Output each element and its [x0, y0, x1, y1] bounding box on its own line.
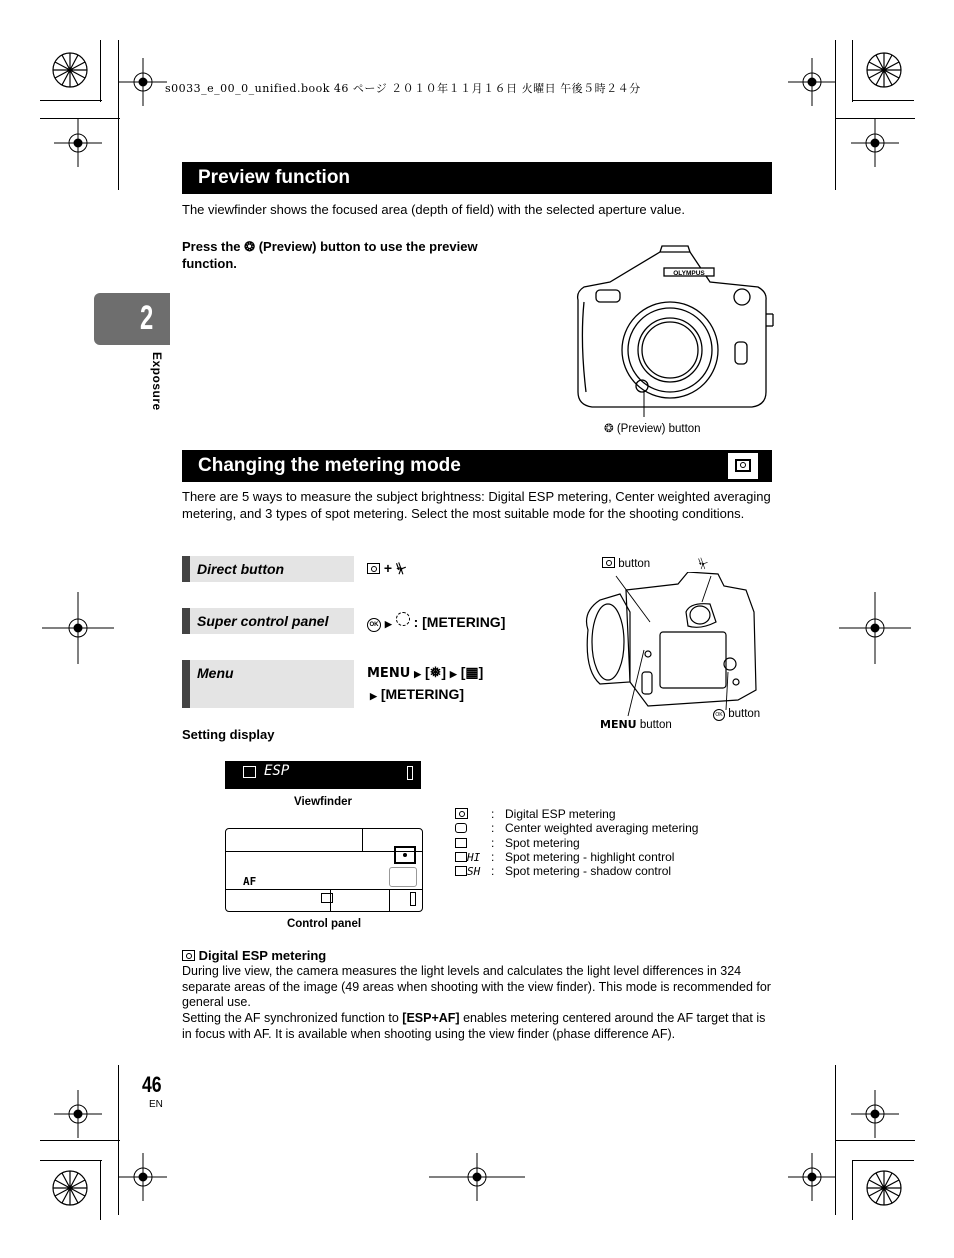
- spot-shadow-icon: [455, 866, 467, 876]
- metering-icon: [602, 557, 615, 568]
- esp-metering-icon: [182, 950, 195, 961]
- scp-value: [367, 612, 505, 632]
- esp-paragraph-1: During live view, the camera measures the light levels and calculates the light level differences in 324 separate areas of the image (49 areas when shooting with the view finder). This mode is recommended for general use.: [182, 964, 771, 1009]
- preview-step-prefix: Press the: [182, 239, 241, 254]
- legend-text: Digital ESP metering: [505, 807, 616, 821]
- frame-icon: [321, 893, 333, 903]
- viewfinder-caption: Viewfinder: [294, 796, 352, 808]
- center-weighted-icon: [455, 823, 467, 833]
- camera-back-illustration: [578, 572, 760, 722]
- esp-paragraph-2: [182, 1011, 774, 1042]
- esp-para2-pre: Setting the AF synchronized function to: [182, 1011, 399, 1025]
- preview-callout-text: (Preview) button: [616, 423, 701, 435]
- metering-section-header: [182, 450, 772, 482]
- direct-plus: +: [383, 560, 393, 576]
- chapter-number: 2: [140, 299, 154, 337]
- legend-spot-highlight: HI : Spot metering - highlight control: [455, 850, 674, 864]
- direct-button-value: [367, 560, 406, 577]
- preview-step-suffix: (Preview) button to use the preview function.: [182, 239, 478, 271]
- row-super-control-panel: [182, 608, 354, 634]
- row-label-scp: Super control panel: [197, 613, 329, 629]
- spot-highlight-icon: [455, 852, 467, 862]
- esp-af-setting: [ESP+AF]: [402, 1011, 460, 1025]
- spot-metering-icon: [394, 846, 416, 864]
- metering-button-callout-text: button: [618, 558, 651, 570]
- metering-button-callout: [602, 557, 650, 570]
- preview-button-callout: [604, 421, 701, 435]
- esp-heading: [182, 948, 326, 963]
- language-code: EN: [149, 1099, 163, 1110]
- arrow-pad-icon: [396, 612, 410, 626]
- arrow-right-icon: ▶: [449, 669, 457, 679]
- preview-callout-icon: ❂: [604, 423, 614, 435]
- chapter-tab: [94, 293, 170, 345]
- print-file-header: s0033_e_00_0_unified.book 46 ページ ２０１０年１１月１６日 火曜日 午後５時２４分: [165, 82, 641, 95]
- esp-para2-post: enables metering centered around the AF target that is in focus with AF. It is available when shooting using the view finder (phase difference AF).: [182, 1011, 766, 1041]
- custom-menu-icon: [❅]: [424, 664, 447, 680]
- spot-metering-icon: [243, 766, 256, 778]
- preview-title: Preview function: [198, 167, 351, 188]
- legend-text: Center weighted averaging metering: [505, 821, 699, 835]
- menu-word: MENU: [367, 666, 411, 681]
- control-panel-caption: Control panel: [286, 918, 362, 930]
- arrow-right-icon: ▶: [370, 691, 377, 701]
- metering-title: Changing the metering mode: [198, 455, 461, 476]
- metering-icon: [367, 563, 380, 574]
- menu-metering-text: [METERING]: [380, 686, 465, 702]
- row-label-menu: Menu: [197, 665, 234, 681]
- control-panel-af: AF: [243, 875, 257, 888]
- row-label-direct: Direct button: [197, 561, 285, 577]
- legend-text: Spot metering: [505, 836, 580, 850]
- camera-front-illustration: [570, 242, 775, 417]
- battery-icon: [407, 766, 413, 780]
- row-direct-button: [182, 556, 354, 582]
- legend-symbol-suffix: SH: [467, 865, 481, 878]
- control-panel-display: [225, 828, 423, 912]
- legend-digital-esp: : Digital ESP metering: [455, 807, 616, 821]
- preview-intro: The viewfinder shows the focused area (depth of field) with the selected aperture value.: [182, 202, 685, 217]
- legend-text: Spot metering - shadow control: [505, 864, 672, 878]
- arrow-right-icon: ▶: [414, 669, 422, 679]
- preview-button-icon: ❂: [244, 239, 256, 254]
- metering-mode-icon: [728, 453, 758, 479]
- ok-button-callout-text: button: [728, 708, 761, 720]
- legend-spot: : Spot metering: [455, 836, 580, 850]
- dial-callout-icon: ⏧: [698, 556, 709, 571]
- camera-brand-label: OLYMPUS: [673, 270, 705, 277]
- ok-icon: OK: [713, 709, 725, 721]
- viewfinder-mode-text: ESP: [264, 763, 290, 779]
- preview-step: [182, 239, 522, 272]
- menu-button-word: MENU: [600, 718, 637, 731]
- arrow-right-icon: ▶: [384, 619, 392, 629]
- menu-path-line2: [370, 686, 464, 702]
- legend-symbol-suffix: HI: [467, 851, 481, 864]
- metering-intro: There are 5 ways to measure the subject brightness: Digital ESP metering, Center weighted averaging metering, and 3 types of spot metering. Select the most suitable mode for the shooting conditions.: [182, 489, 771, 521]
- menu-tab-icon: [▦]: [460, 664, 484, 680]
- ok-button-callout: [713, 708, 760, 721]
- menu-path-line1: [367, 664, 483, 681]
- row-menu: [182, 660, 354, 708]
- viewfinder-display: [225, 761, 421, 789]
- page-number: 46: [142, 1072, 162, 1097]
- menu-button-callout: [600, 718, 672, 731]
- preview-section-header: [182, 162, 772, 194]
- panel-blank-cell: [389, 867, 417, 887]
- spot-metering-icon: [455, 838, 467, 848]
- ok-icon: OK: [367, 618, 381, 632]
- menu-button-callout-text: button: [639, 719, 672, 731]
- esp-heading-text: Digital ESP metering: [198, 948, 327, 963]
- esp-metering-icon: [455, 808, 468, 819]
- legend-text: Spot metering - highlight control: [505, 850, 675, 864]
- legend-spot-shadow: SH : Spot metering - shadow control: [455, 864, 671, 878]
- legend-center-weighted: : Center weighted averaging metering: [455, 821, 698, 835]
- dial-icon: ⏧: [395, 561, 407, 576]
- setting-display-heading: Setting display: [182, 727, 275, 742]
- battery-icon: [410, 892, 416, 906]
- chapter-label: Exposure: [150, 352, 164, 411]
- scp-text: : [METERING]: [413, 614, 506, 630]
